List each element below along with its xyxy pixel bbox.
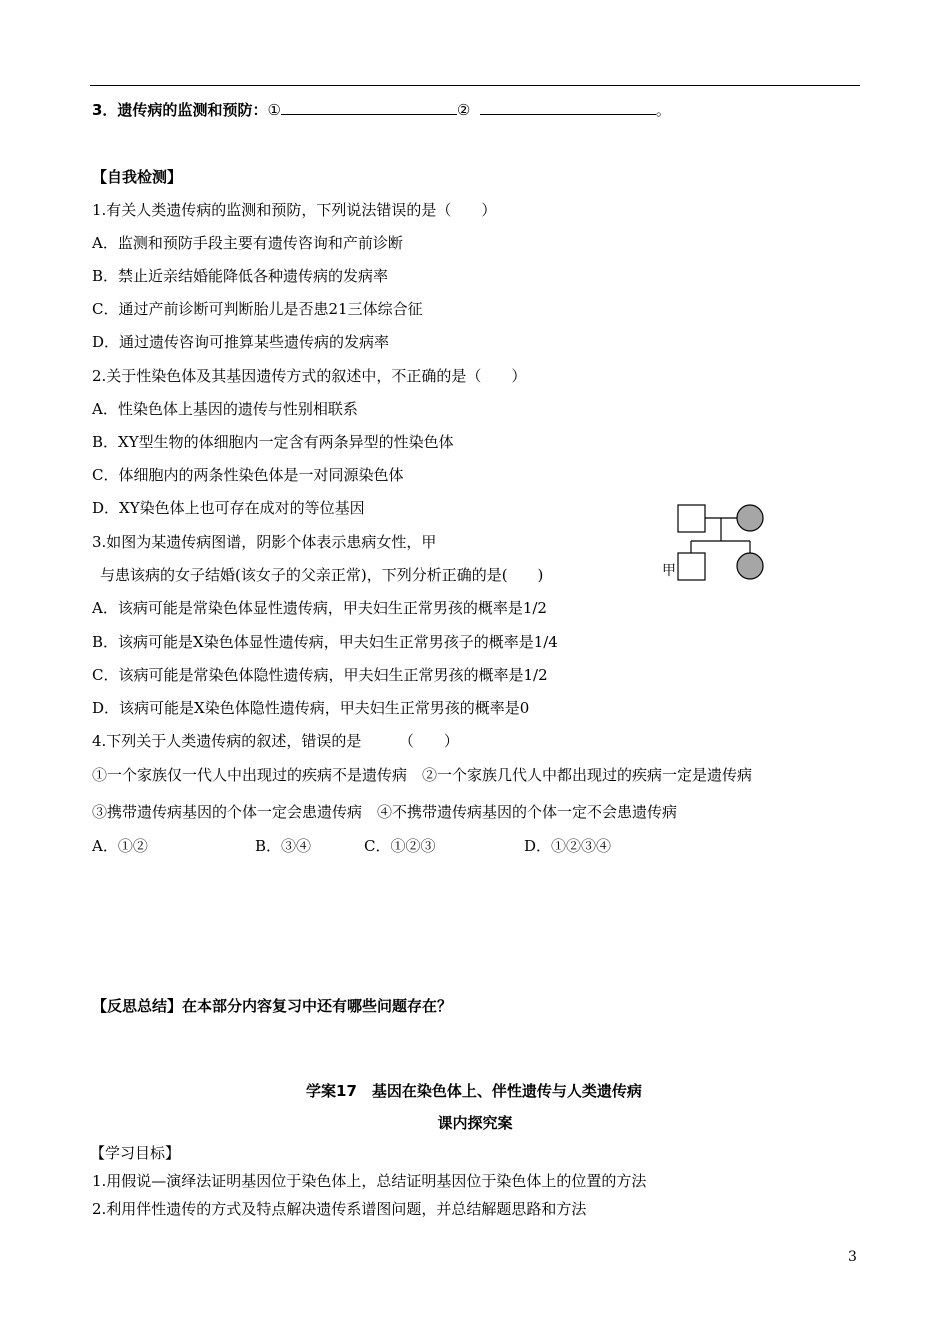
q3-option-d: D．该病可能是X染色体隐性遗传病，甲夫妇生正常男孩的概率是0 bbox=[92, 699, 530, 717]
page-number: 3 bbox=[848, 1249, 857, 1265]
period: 。 bbox=[655, 101, 671, 119]
q1-option-d: D．通过遗传咨询可推算某些遗传病的发病率 bbox=[92, 333, 390, 351]
affected-daughter-circle bbox=[737, 553, 763, 579]
lesson-subtitle bbox=[0, 1113, 950, 1133]
q4-statement-line2: ③携带遗传病基因的个体一定会患遗传病 ④不携带遗传病基因的个体一定不会患遗传病 bbox=[92, 803, 678, 821]
goal-1: 1.用假说—演绎法证明基因位于染色体上，总结证明基因位于染色体上的位置的方法 bbox=[92, 1172, 647, 1190]
goal-2: 2.利用伴性遗传的方式及特点解决遗传系谱图问题，并总结解题思路和方法 bbox=[92, 1200, 587, 1218]
lesson-title bbox=[0, 1081, 950, 1101]
q2-stem: 2.关于性染色体及其基因遗传方式的叙述中，不正确的是（ ） bbox=[92, 367, 527, 385]
self-check-heading: 【自我检测】 bbox=[92, 168, 183, 186]
reflection-heading: 【反思总结】在本部分内容复习中还有哪些问题存在？ bbox=[92, 997, 453, 1015]
father-square bbox=[678, 505, 705, 532]
son-jia-square bbox=[678, 553, 705, 580]
section3-label: 3．遗传病的监测和预防： bbox=[92, 101, 268, 119]
fill-blank-2[interactable] bbox=[480, 100, 656, 115]
q4-option-d: D．①②③④ bbox=[524, 837, 612, 855]
blank-marker-1: ① bbox=[267, 101, 281, 119]
q2-option-d: D．XY染色体上也可存在成对的等位基因 bbox=[92, 499, 365, 517]
header-rule bbox=[90, 85, 860, 86]
q4-stem: 4.下列关于人类遗传病的叙述，错误的是 （ ） bbox=[92, 732, 459, 750]
affected-mother-circle bbox=[737, 505, 763, 531]
q1-option-b: B．禁止近亲结婚能降低各种遗传病的发病率 bbox=[92, 267, 389, 285]
pedigree-label-jia: 甲 bbox=[662, 563, 676, 579]
lesson-title-text: 学案17 基因在染色体上、伴性遗传与人类遗传病 bbox=[306, 1082, 642, 1100]
q1-option-c: C．通过产前诊断可判断胎儿是否患21三体综合征 bbox=[92, 300, 423, 318]
q3-option-c: C．该病可能是常染色体隐性遗传病，甲夫妇生正常男孩的概率是1/2 bbox=[92, 666, 548, 684]
lesson-subtitle-text: 课内探究案 bbox=[437, 1114, 513, 1132]
q1-stem: 1.有关人类遗传病的监测和预防，下列说法错误的是（ ） bbox=[92, 201, 497, 219]
fill-blank-1[interactable] bbox=[281, 100, 457, 115]
q1-option-a: A．监测和预防手段主要有遗传咨询和产前诊断 bbox=[92, 234, 403, 252]
q2-option-a: A．性染色体上基因的遗传与性别相联系 bbox=[92, 400, 358, 418]
q4-option-a: A．①② bbox=[92, 837, 148, 855]
section3-line bbox=[92, 100, 671, 120]
q3-option-b: B．该病可能是X染色体显性遗传病，甲夫妇生正常男孩子的概率是1/4 bbox=[92, 633, 558, 651]
q3-stem-line1: 3.如图为某遗传病图谱，阴影个体表示患病女性，甲 bbox=[92, 533, 437, 551]
q2-option-b: B．XY型生物的体细胞内一定含有两条异型的性染色体 bbox=[92, 433, 454, 451]
q4-option-b: B．③④ bbox=[255, 837, 312, 855]
q4-option-c: C．①②③ bbox=[364, 837, 436, 855]
q3-stem-line2: 与患该病的女子结婚(该女子的父亲正常)，下列分析正确的是( ) bbox=[100, 566, 544, 584]
goals-heading: 【学习目标】 bbox=[90, 1144, 181, 1162]
blank-marker-2: ② bbox=[456, 101, 471, 119]
pedigree-diagram bbox=[655, 496, 775, 586]
q3-option-a: A．该病可能是常染色体显性遗传病，甲夫妇生正常男孩的概率是1/2 bbox=[92, 599, 547, 617]
q2-option-c: C．体细胞内的两条性染色体是一对同源染色体 bbox=[92, 466, 404, 484]
q4-statement-line1: ①一个家族仅一代人中出现过的疾病不是遗传病 ②一个家族几代人中都出现过的疾病一定是遗传病 bbox=[92, 766, 753, 784]
q4-options-row bbox=[92, 836, 692, 856]
